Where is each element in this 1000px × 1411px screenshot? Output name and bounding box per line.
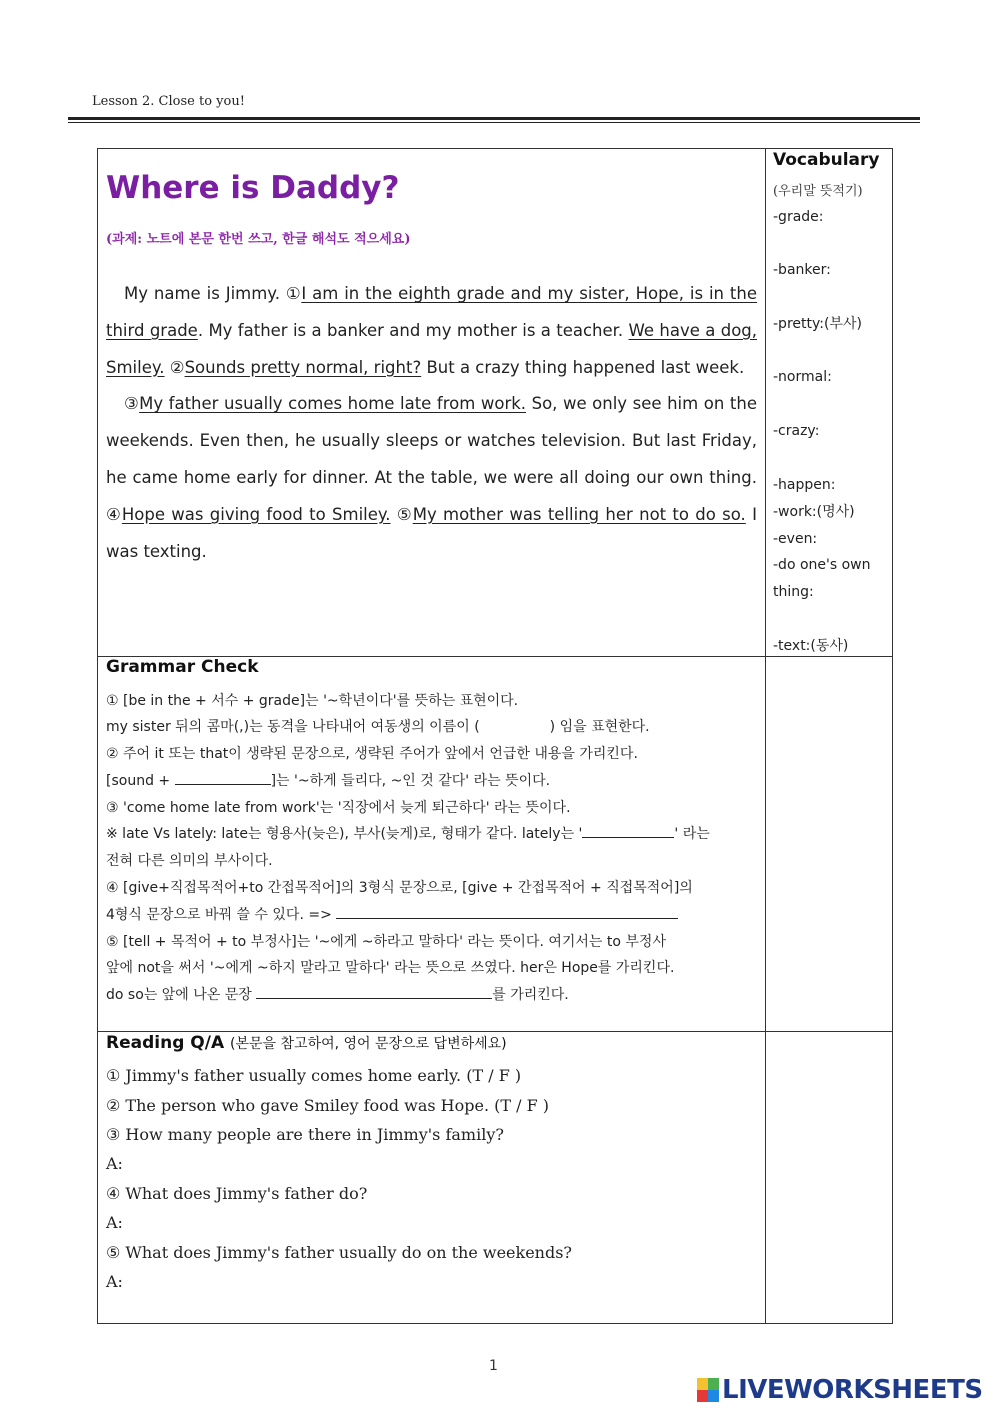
grammar-text: ' 라는: [674, 826, 710, 842]
grammar-line-11: 앞에 not을 써서 '~에게 ~하지 말라고 말하다' 라는 뜻으로 쓰였다. her은 Hope를 가리킨다.: [106, 960, 675, 976]
vocab-thing: thing:: [773, 584, 814, 600]
logo-square: [697, 1378, 708, 1390]
passage-text-run: ②: [164, 357, 185, 377]
liveworksheets-logo[interactable]: [697, 1375, 983, 1405]
lately-meaning-blank[interactable]: [582, 823, 674, 838]
underlined-sentence-3: My father usually comes home late from work.: [139, 394, 527, 414]
grammar-line-12: [106, 984, 756, 1004]
logo-text: LIVEWORKSHEETS: [722, 1375, 983, 1405]
passage-title: Where is Daddy?: [106, 170, 400, 206]
passage-text-run: So, we only see him on the weekends. Even then, he usually sleeps or watches television. But last Friday, he came home early for dinner. At the table, we were all doing our own thing. ④: [106, 394, 757, 524]
vocab-pretty: -pretty:(부사): [773, 316, 862, 332]
vocabulary-heading: Vocabulary: [773, 150, 880, 170]
question-1: ① Jimmy's father usually comes home early. (T / F ): [106, 1066, 522, 1085]
passage-paragraph-2: [106, 386, 757, 570]
page-number: 1: [489, 1358, 498, 1374]
underlined-sentence-1: I am in the eighth grade and my sister, Hope, is in the third grade: [106, 284, 757, 340]
grammar-line-10: ⑤ [tell + 목적어 + to 부정사]는 '~에게 ~하라고 말하다' 라는 뜻이다. 여기서는 to 부정사: [106, 934, 666, 950]
grammar-line-1: ① [be in the + 서수 + grade]는 '~학년이다'를 뜻하는 표현이다.: [106, 693, 519, 709]
reading-instruction: (본문을 참고하여, 영어 문장으로 답변하세요): [230, 1036, 507, 1052]
vocab-text: -text:(동사): [773, 638, 849, 654]
underlined-sentence-dog: We have a dog, Smiley.: [106, 320, 758, 377]
grammar-heading: Grammar Check: [106, 657, 259, 677]
passage-paragraph-1: [106, 276, 757, 386]
question-2: ② The person who gave Smiley food was Hope. (T / F ): [106, 1096, 550, 1115]
question-3: ③ How many people are there in Jimmy's family?: [106, 1125, 504, 1144]
grammar-text: ※ late Vs lately: late는 형용사(늦은), 부사(늦게)로, 형태가 같다. lately는 ': [106, 826, 583, 842]
grammar-text: ) 임을 표현한다.: [549, 719, 650, 735]
logo-square: [697, 1390, 708, 1402]
vocab-crazy: -crazy:: [773, 423, 820, 439]
logo-mark-icon: [697, 1378, 719, 1402]
grammar-line-3: ② 주어 it 또는 that이 생략된 문장으로, 생략된 주어가 앞에서 언급한 내용을 가리킨다.: [106, 746, 638, 762]
assignment-instruction: (과제: 노트에 본문 한번 쓰고, 한글 해석도 적으세요): [106, 232, 411, 247]
grammar-text: my sister 뒤의 콤마(,)는 동격을 나타내어 여동생의 이름이 (: [106, 719, 480, 735]
lesson-header: Lesson 2. Close to you!: [92, 94, 245, 109]
reading-heading-label: Reading Q/A: [106, 1033, 225, 1053]
question-4: ④ What does Jimmy's father do?: [106, 1184, 368, 1203]
column-divider: [765, 148, 766, 1324]
vocab-work: -work:(명사): [773, 504, 855, 520]
reading-heading: [106, 1033, 507, 1053]
vocab-even: -even:: [773, 531, 818, 547]
sound-blank[interactable]: [175, 770, 271, 785]
underlined-sentence-5: My mother was telling her not to do so.: [412, 504, 746, 524]
underlined-sentence-4: Hope was giving food to Smiley.: [121, 504, 391, 524]
grammar-text: [sound +: [106, 773, 171, 789]
answer-5[interactable]: A:: [106, 1272, 123, 1291]
header-rule-thick: [68, 117, 920, 120]
fourth-form-blank[interactable]: [336, 904, 678, 919]
grammar-line-6: [106, 823, 756, 843]
passage-text-run: I was texting.: [106, 504, 757, 561]
vocab-do-own: -do one's own: [773, 557, 871, 573]
vocab-normal: -normal:: [773, 369, 832, 385]
passage-text-run: . My father is a banker and my mother is a teacher.: [197, 320, 629, 340]
passage-text-run: But a crazy thing happened last week.: [421, 357, 745, 377]
logo-square: [708, 1390, 719, 1402]
grammar-line-8: ④ [give+직접목적어+to 간접목적어]의 3형식 문장으로, [give + 간접목적어 + 직접목적어]의: [106, 880, 693, 896]
answer-4[interactable]: A:: [106, 1213, 123, 1232]
passage-text-run: ⑤: [390, 504, 413, 524]
passage-text: [106, 276, 757, 570]
grammar-line-5: ③ 'come home late from work'는 '직장에서 늦게 퇴근하다' 라는 뜻이다.: [106, 800, 571, 816]
grammar-line-9: [106, 904, 756, 924]
header-rule-thin: [68, 122, 920, 123]
do-so-blank[interactable]: [256, 984, 492, 999]
vocabulary-subheading: (우리말 뜻적기): [773, 184, 863, 199]
answer-3[interactable]: A:: [106, 1154, 123, 1173]
vocab-banker: -banker:: [773, 262, 831, 278]
question-5: ⑤ What does Jimmy's father usually do on the weekends?: [106, 1243, 573, 1262]
logo-square: [708, 1378, 719, 1390]
grammar-line-7: 전혀 다른 의미의 부사이다.: [106, 853, 273, 869]
passage-text-run: My name is Jimmy. ①: [124, 284, 302, 303]
vocab-grade: -grade:: [773, 209, 824, 225]
grammar-line-4: [106, 770, 756, 790]
underlined-sentence-2: Sounds pretty normal, right?: [184, 357, 422, 377]
row-divider-2: [97, 1031, 893, 1032]
grammar-text: 4형식 문장으로 바꿔 쓸 수 있다. =>: [106, 907, 332, 923]
passage-text-run: ③: [124, 394, 140, 414]
grammar-text: ]는 '~하게 들리다, ~인 것 같다' 라는 뜻이다.: [270, 773, 551, 789]
grammar-line-2: [106, 716, 756, 736]
grammar-text: 를 가리킨다.: [492, 987, 569, 1003]
vocab-happen: -happen:: [773, 477, 836, 493]
grammar-text: do so는 앞에 나온 문장: [106, 987, 252, 1003]
